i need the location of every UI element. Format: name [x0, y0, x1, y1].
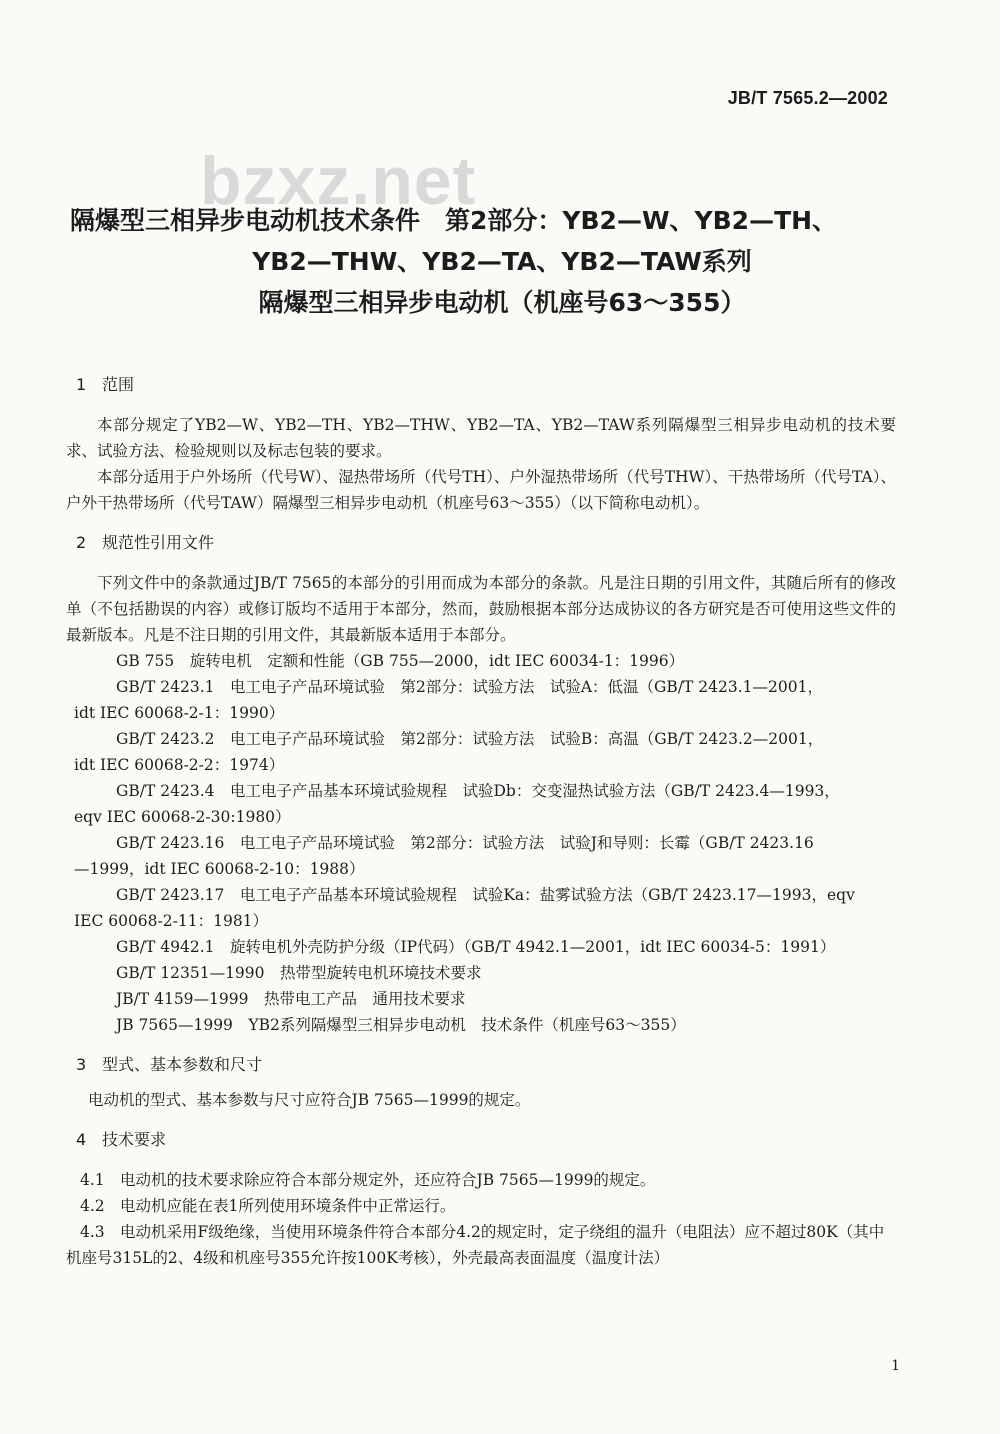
section-heading-1: 1 范围 — [76, 375, 135, 394]
section-heading-2: 2 规范性引用文件 — [76, 533, 215, 552]
reference-item: JB/T 4159—1999 热带电工产品 通用技术要求 — [116, 990, 466, 1008]
clause-4-2: 4.2 电动机应能在表1所列使用环境条件中正常运行。 — [80, 1197, 456, 1215]
document-number: JB/T 7565.2—2002 — [727, 88, 888, 108]
title-line-1: 隔爆型三相异步电动机技术条件 第2部分：YB2—W、YB2—TH、 — [70, 206, 838, 235]
reference-item: GB/T 2423.2 电工电子产品环境试验 第2部分：试验方法 试验B：高温（GB/T 2423.2—2001， idt IEC 60068-2-2：1974） — [74, 730, 824, 774]
reference-item: JB 7565—1999 YB2系列隔爆型三相异步电动机 技术条件（机座号63～355） — [116, 1016, 686, 1034]
reference-item: GB/T 2423.1 电工电子产品环境试验 第2部分：试验方法 试验A：低温（GB/T 2423.1—2001， idt IEC 60068-2-1：1990） — [74, 678, 823, 722]
reference-item: GB/T 4942.1 旋转电机外壳防护分级（IP代码）（GB/T 4942.1—2001，idt IEC 60034-5：1991） — [116, 938, 836, 956]
section-1-paragraph-2: 本部分适用于户外场所（代号W）、湿热带场所（代号TH）、户外湿热带场所（代号THW）、干热带场所（代号TA）、户外干热带场所（代号TAW）隔爆型三相异步电动机（机座号63～355）（以下简称电动机）。 — [66, 468, 896, 512]
clause-4-1: 4.1 电动机的技术要求除应符合本部分规定外，还应符合JB 7565—1999的规定。 — [80, 1171, 656, 1189]
page-number: 1 — [891, 1358, 900, 1374]
reference-item: GB/T 2423.17 电工电子产品基本环境试验规程 试验Ka：盐雾试验方法（GB/T 2423.17—1993，eqv IEC 60068-2-11：1981） — [74, 886, 855, 930]
section-2-paragraph-1: 下列文件中的条款通过JB/T 7565的本部分的引用而成为本部分的条款。凡是注日期的引用文件，其随后所有的修改单（不包括勘误的内容）或修订版均不适用于本部分，然而，鼓励根据本部分达成协议的各方研究是否可使用这些文件的最新版本。凡是不注日期的引用文件，其最新版本适用于本部分。 — [66, 574, 896, 644]
section-1-paragraph-1: 本部分规定了YB2—W、YB2—TH、YB2—THW、YB2—TA、YB2—TAW系列隔爆型三相异步电动机的技术要求、试验方法、检验规则以及标志包装的要求。 — [66, 416, 896, 460]
reference-list — [66, 648, 896, 1038]
document-body — [66, 372, 896, 1271]
section-3-paragraph-1: 电动机的型式、基本参数与尺寸应符合JB 7565—1999的规定。 — [88, 1091, 531, 1109]
reference-item: GB/T 2423.4 电工电子产品基本环境试验规程 试验Db：交变湿热试验方法（GB/T 2423.4—1993， eqv IEC 60068-2-30:1980） — [74, 782, 840, 826]
section-heading-4: 4 技术要求 — [76, 1130, 167, 1149]
reference-item: GB/T 2423.16 电工电子产品环境试验 第2部分：试验方法 试验J和导则：长霉（GB/T 2423.16 —1999，idt IEC 60068-2-10：1988） — [74, 834, 814, 878]
title-line-2: YB2—THW、YB2—TA、YB2—TAW系列 — [252, 247, 752, 276]
reference-item: GB 755 旋转电机 定额和性能（GB 755—2000，idt IEC 60034-1：1996） — [116, 652, 685, 670]
section-heading-3: 3 型式、基本参数和尺寸 — [76, 1055, 263, 1074]
watermark: bzxz.net — [200, 143, 477, 219]
title-line-3: 隔爆型三相异步电动机（机座号63～355） — [258, 288, 746, 317]
document-title — [62, 200, 942, 323]
reference-item: GB/T 12351—1990 热带型旋转电机环境技术要求 — [116, 964, 482, 982]
clause-4-3: 4.3 电动机采用F级绝缘，当使用环境条件符合本部分4.2的规定时，定子绕组的温升（电阻法）应不超过80K（其中机座号315L的2、4级和机座号355允许按100K考核），外壳最高表面温度（温度计法） — [66, 1223, 885, 1267]
